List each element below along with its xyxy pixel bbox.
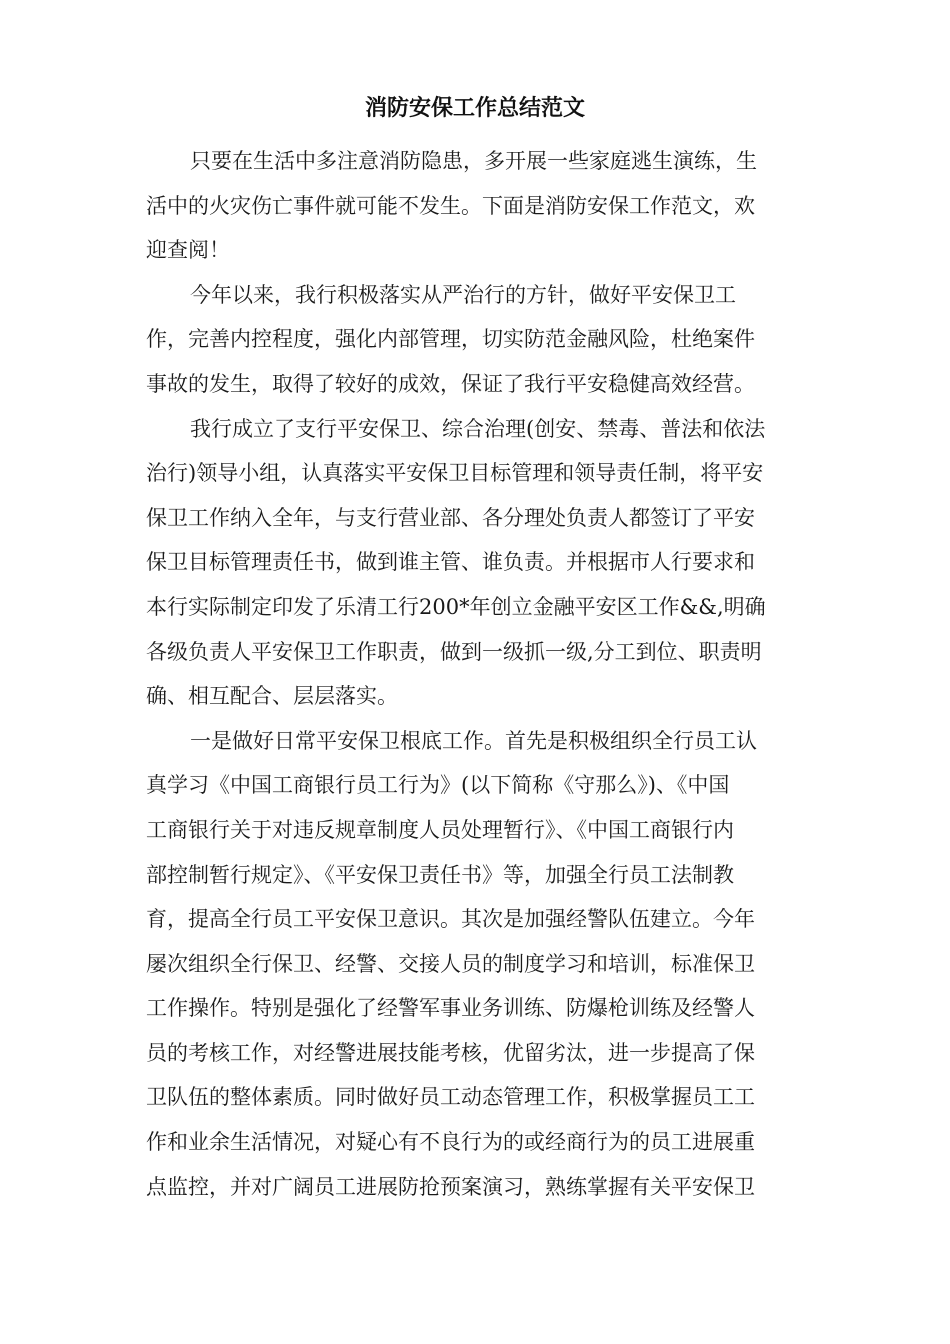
paragraph-4-line-5: 育，提高全行员工平安保卫意识。其次是加强经警队伍建立。今年 [146, 907, 755, 932]
paragraph-4-line-11: 点监控，并对广阔员工进展防抢预案演习，熟练掌握有关平安保卫 [146, 1174, 755, 1199]
paragraph-3-line-4: 保卫目标管理责任书，做到谁主管、谁负责。并根据市人行要求和 [146, 550, 755, 575]
paragraph-3-line-5: 本行实际制定印发了乐清工行200*年创立金融平安区工作&&,明确 [146, 594, 766, 619]
paragraph-4-line-1: 一是做好日常平安保卫根底工作。首先是积极组织全行员工认 [190, 728, 757, 753]
document-title: 消防安保工作总结范文 [364, 95, 585, 121]
paragraph-4-line-2: 真学习《中国工商银行员工行为》(以下简称《守那么》)、《中国 [146, 773, 730, 798]
paragraph-2-line-3: 事故的发生，取得了较好的成效，保证了我行平安稳健高效经营。 [146, 371, 755, 396]
paragraph-1-line-2: 活中的火灾伤亡事件就可能不发生。下面是消防安保工作范文，欢 [146, 193, 755, 218]
paragraph-4-line-3: 工商银行关于对违反规章制度人员处理暂行》、《中国工商银行内 [146, 817, 734, 842]
paragraph-2-line-2: 作，完善内控程度，强化内部管理，切实防范金融风险，杜绝案件 [146, 327, 755, 352]
paragraph-3-line-2: 治行)领导小组，认真落实平安保卫目标管理和领导责任制，将平安 [146, 461, 764, 486]
paragraph-1-line-1: 只要在生活中多注意消防隐患，多开展一些家庭逃生演练，生 [190, 149, 757, 173]
paragraph-4-line-6: 屡次组织全行保卫、经警、交接人员的制度学习和培训，标准保卫 [146, 951, 755, 976]
paragraph-1-line-3: 迎查阅！ [146, 238, 230, 263]
paragraph-2-line-1: 今年以来，我行积极落实从严治行的方针，做好平安保卫工 [190, 282, 736, 307]
paragraph-3-line-7: 确、相互配合、层层落实。 [146, 684, 398, 709]
paragraph-4-line-8: 员的考核工作，对经警进展技能考核，优留劣汰，进一步提高了保 [146, 1040, 755, 1065]
document-body [146, 139, 806, 1209]
paragraph-3-line-3: 保卫工作纳入全年，与支行营业部、各分理处负责人都签订了平安 [146, 505, 755, 530]
paragraph-4-line-9: 卫队伍的整体素质。同时做好员工动态管理工作，积极掌握员工工 [146, 1085, 755, 1110]
paragraph-3-line-6: 各级负责人平安保卫工作职责，做到一级抓一级,分工到位、职责明 [146, 639, 762, 664]
paragraph-4-line-10: 作和业余生活情况，对疑心有不良行为的或经商行为的员工进展重 [146, 1130, 755, 1155]
paragraph-4-line-4: 部控制暂行规定》、《平安保卫责任书》等，加强全行员工法制教 [146, 862, 734, 887]
paragraph-4-line-7: 工作操作。特别是强化了经警军事业务训练、防爆枪训练及经警人 [146, 996, 755, 1021]
paragraph-3-line-1: 我行成立了支行平安保卫、综合治理(创安、禁毒、普法和依法 [190, 416, 766, 441]
